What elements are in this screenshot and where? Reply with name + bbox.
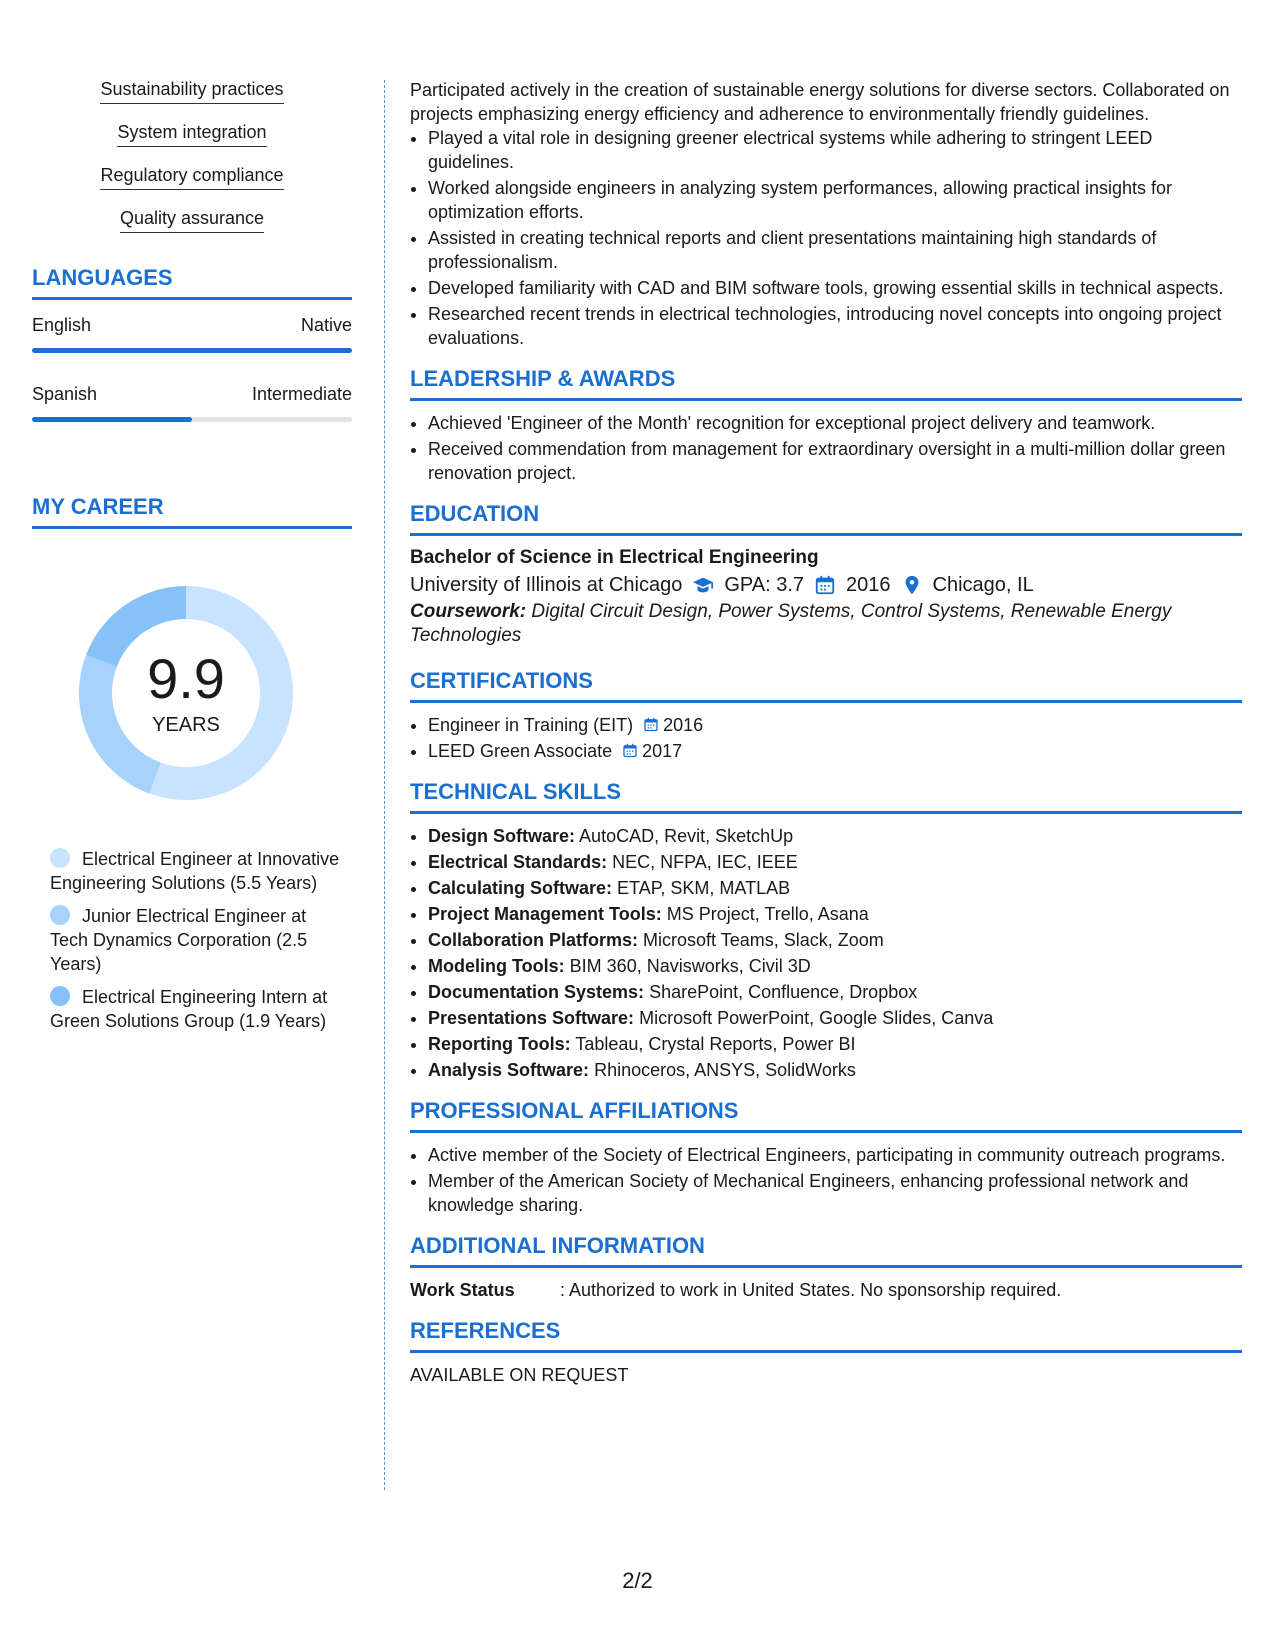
experience-bullet: • Played a vital role in designing greener electrical systems while adhering to stringent LEED guidelines. (428, 126, 1242, 174)
tech-skill-value: AutoCAD, Revit, SketchUp (579, 826, 794, 846)
leadership-item: • Achieved 'Engineer of the Month' recognition for exceptional project delivery and teamwork. (428, 411, 1242, 435)
education-details (410, 570, 1242, 600)
language-proficiency-fill (32, 348, 352, 353)
tech-skill-value: Tableau, Crystal Reports, Power BI (575, 1034, 856, 1054)
page-number: 2/2 (622, 1568, 653, 1593)
skill-tags (32, 78, 352, 233)
experience-bullet: • Worked alongside engineers in analyzing system performances, allowing practical insights for optimization efforts. (428, 176, 1242, 224)
location-pin-icon (901, 574, 923, 596)
gpa: GPA: 3.7 (724, 574, 805, 596)
tech-skill-label: Analysis Software: (428, 1060, 590, 1080)
career-legend-item (50, 847, 340, 895)
languages-heading: LANGUAGES (32, 265, 352, 300)
technical-skills-section (410, 779, 1242, 1082)
tech-skill-label: Collaboration Platforms: (428, 930, 639, 950)
tech-skill-item (428, 1032, 1242, 1056)
tech-skill-value: SharePoint, Confluence, Dropbox (649, 982, 918, 1002)
career-legend (32, 847, 340, 1033)
tech-skill-item (428, 954, 1242, 978)
tech-skill-item (428, 876, 1242, 900)
additional-info-section (410, 1233, 1242, 1302)
references-heading: REFERENCES (410, 1318, 1242, 1353)
legend-dot (50, 986, 70, 1006)
affiliations-section (410, 1098, 1242, 1217)
language-name: Spanish (32, 384, 98, 404)
main-column (410, 78, 1242, 1387)
language-proficiency-bar (32, 348, 352, 353)
certification-item (428, 713, 1242, 737)
language-item (32, 383, 352, 422)
career-legend-item (50, 985, 340, 1033)
coursework-label: Coursework: (410, 601, 527, 622)
additional-info-heading: ADDITIONAL INFORMATION (410, 1233, 1242, 1268)
experience-section (410, 78, 1242, 350)
tech-skill-item (428, 850, 1242, 874)
degree-title: Bachelor of Science in Electrical Engineering (410, 547, 819, 568)
language-level: Intermediate (251, 384, 352, 404)
leadership-section (410, 366, 1242, 485)
skill-tag: Regulatory compliance (100, 164, 283, 190)
career-legend-text: Junior Electrical Engineer at Tech Dynamics Corporation (2.5 Years) (50, 906, 308, 974)
tech-skill-label: Electrical Standards: (428, 852, 608, 872)
career-donut-chart (66, 573, 306, 813)
career-total-years: 9.9 (147, 647, 225, 710)
graduation-cap-icon (692, 574, 714, 596)
calendar-icon (643, 716, 659, 733)
calendar-icon (814, 574, 836, 596)
leadership-heading: LEADERSHIP & AWARDS (410, 366, 1242, 401)
tech-skill-value: NEC, NFPA, IEC, IEEE (612, 852, 798, 872)
language-level: Native (300, 315, 352, 335)
tech-skill-label: Documentation Systems: (428, 982, 645, 1002)
tech-skill-label: Presentations Software: (428, 1008, 635, 1028)
career-legend-item (50, 904, 340, 976)
legend-dot (50, 848, 70, 868)
tech-skill-item (428, 928, 1242, 952)
affiliations-heading: PROFESSIONAL AFFILIATIONS (410, 1098, 1242, 1133)
education-heading: EDUCATION (410, 501, 1242, 536)
experience-intro: Participated actively in the creation of sustainable energy solutions for diverse sectors. Collaborated on projects emphasizing energy efficiency and adherence to environmentally friendly guidelines. (410, 80, 1230, 124)
tech-skill-item (428, 980, 1242, 1004)
skill-tag: Quality assurance (120, 207, 264, 233)
coursework-list: Digital Circuit Design, Power Systems, Control Systems, Renewable Energy Technologies (410, 601, 1172, 646)
technical-skills-heading: TECHNICAL SKILLS (410, 779, 1242, 814)
leadership-item: • Received commendation from management for extraordinary oversight in a multi-million dollar green renovation project. (428, 437, 1242, 485)
tech-skill-label: Project Management Tools: (428, 904, 662, 924)
tech-skill-item (428, 1058, 1242, 1082)
tech-skill-label: Design Software: (428, 826, 576, 846)
skill-tag: Sustainability practices (100, 78, 283, 104)
tech-skill-value: MS Project, Trello, Asana (666, 904, 869, 924)
tech-skill-label: Calculating Software: (428, 878, 613, 898)
tech-skill-value: Rhinoceros, ANSYS, SolidWorks (594, 1060, 856, 1080)
experience-bullets (410, 126, 1242, 350)
certification-name: Engineer in Training (EIT) (428, 715, 634, 735)
language-name: English (32, 315, 92, 335)
career-legend-text: Electrical Engineering Intern at Green Solutions Group (1.9 Years) (50, 987, 328, 1031)
language-proficiency-bar (32, 417, 352, 422)
coursework (410, 600, 1242, 648)
work-status-label: Work Status (410, 1280, 515, 1300)
experience-bullet: • Developed familiarity with CAD and BIM software tools, growing essential skills in technical aspects. (428, 276, 1242, 300)
career-total-unit: YEARS (152, 714, 220, 736)
language-proficiency-fill (32, 417, 192, 422)
column-divider (384, 80, 385, 1490)
certifications-heading: CERTIFICATIONS (410, 668, 1242, 703)
certifications-section (410, 668, 1242, 763)
experience-bullet: • Researched recent trends in electrical technologies, introducing novel concepts into ongoing project evaluations. (428, 302, 1242, 350)
tech-skill-value: Microsoft PowerPoint, Google Slides, Canva (639, 1008, 994, 1028)
tech-skill-value: BIM 360, Navisworks, Civil 3D (569, 956, 811, 976)
work-status-value: : Authorized to work in United States. No sponsorship required. (560, 1280, 1062, 1300)
school-name: University of Illinois at Chicago (410, 574, 683, 596)
education-section (410, 501, 1242, 648)
tech-skill-item (428, 902, 1242, 926)
career-heading: MY CAREER (32, 494, 352, 529)
experience-bullet: • Assisted in creating technical reports and client presentations maintaining high standards of professionalism. (428, 226, 1242, 274)
affiliation-item: • Active member of the Society of Electrical Engineers, participating in community outreach programs. (428, 1143, 1242, 1167)
tech-skill-label: Reporting Tools: (428, 1034, 571, 1054)
work-status-row (410, 1278, 1242, 1302)
certification-year: 2016 (663, 715, 704, 735)
tech-skill-item (428, 824, 1242, 848)
references-section (410, 1318, 1242, 1387)
skill-tag: System integration (117, 121, 266, 147)
language-item (32, 314, 352, 353)
certification-item (428, 739, 1242, 763)
sidebar (32, 78, 352, 1042)
legend-dot (50, 905, 70, 925)
tech-skill-label: Modeling Tools: (428, 956, 565, 976)
references-text: AVAILABLE ON REQUEST (410, 1365, 629, 1385)
certification-name: LEED Green Associate (428, 741, 613, 761)
tech-skill-value: Microsoft Teams, Slack, Zoom (643, 930, 884, 950)
tech-skill-item (428, 1006, 1242, 1030)
tech-skill-value: ETAP, SKM, MATLAB (617, 878, 791, 898)
certification-year: 2017 (642, 741, 683, 761)
calendar-icon (622, 742, 638, 759)
affiliation-item: • Member of the American Society of Mechanical Engineers, enhancing professional network and knowledge sharing. (428, 1169, 1242, 1217)
school-location: Chicago, IL (932, 574, 1034, 596)
career-legend-text: Electrical Engineer at Innovative Engineering Solutions (5.5 Years) (50, 849, 340, 893)
graduation-year: 2016 (846, 574, 891, 596)
